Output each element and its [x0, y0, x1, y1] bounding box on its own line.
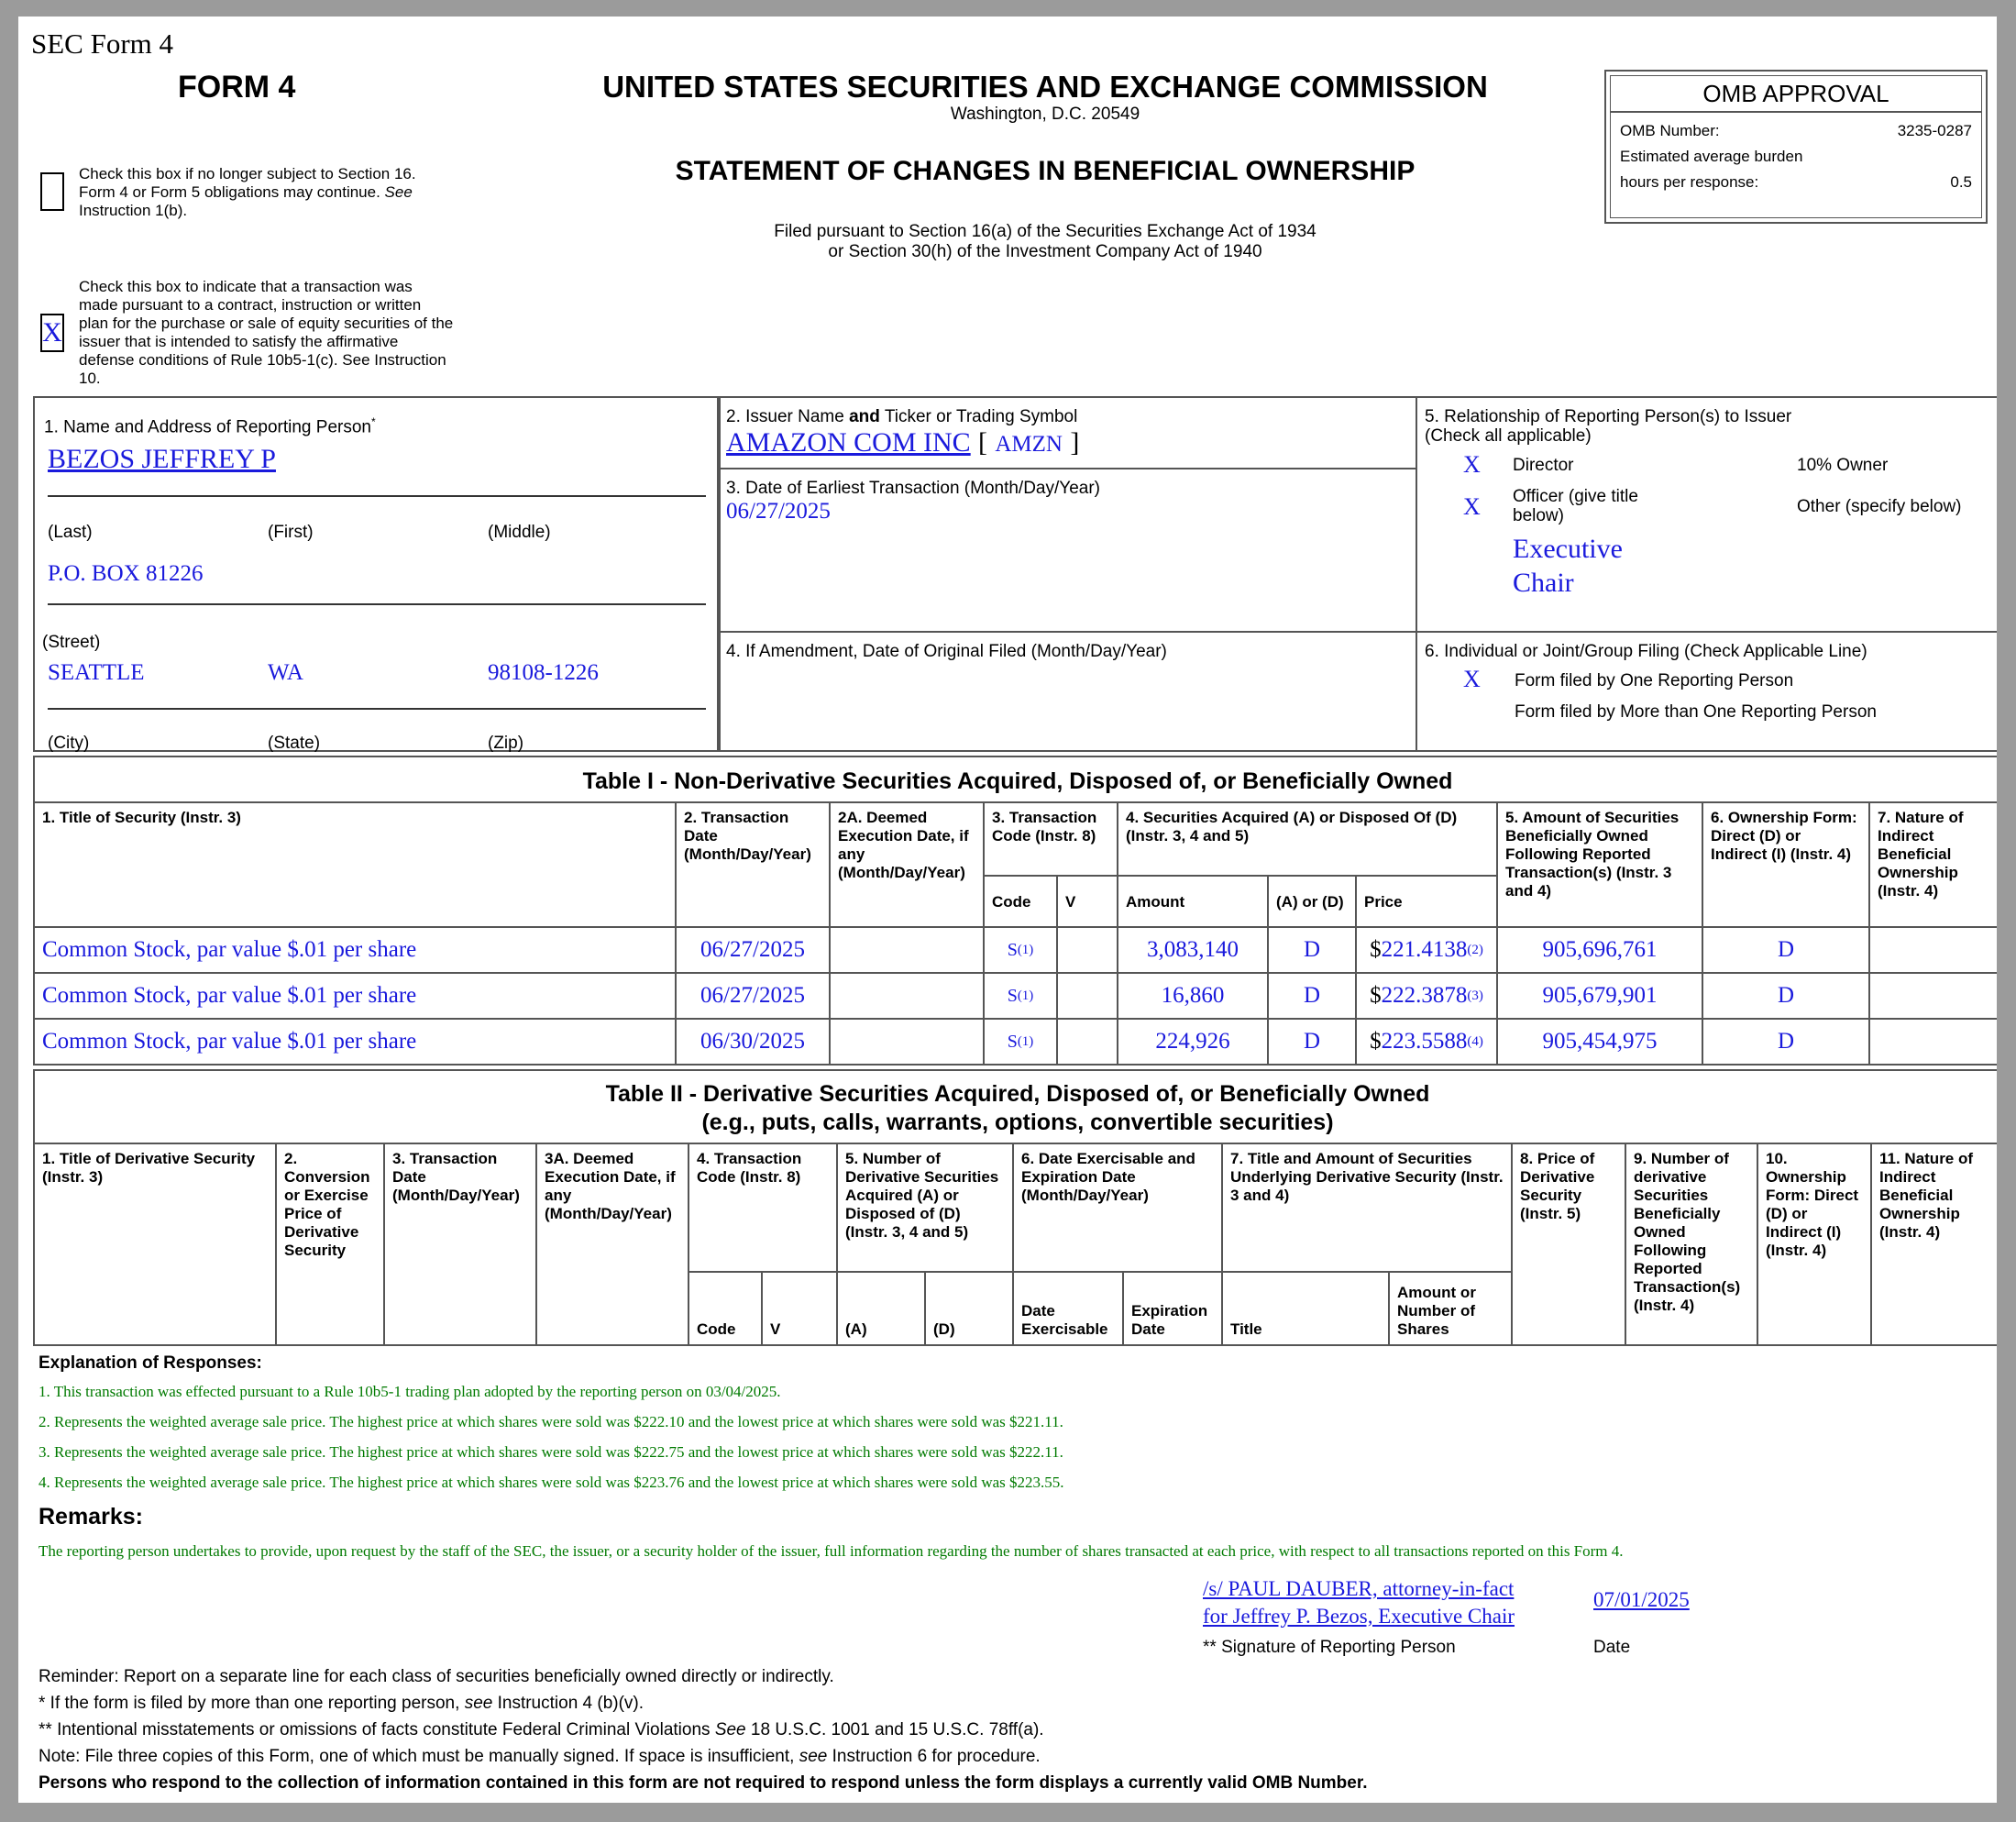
page-label: SEC Form 4 — [31, 28, 174, 60]
t1-r2-v — [1056, 972, 1118, 1020]
omb-hours-value: 0.5 — [1950, 173, 1972, 191]
earliest-transaction-label: 3. Date of Earliest Transaction (Month/Day/Year) — [726, 479, 1100, 498]
t1-r2-owned: 905,679,901 — [1496, 972, 1703, 1020]
t1-h-date: 2. Transaction Date (Month/Day/Year) — [675, 801, 831, 928]
city-label: (City) — [48, 734, 90, 753]
t2-h-d: (D) — [924, 1271, 1014, 1346]
omb-approval-box — [1604, 70, 1988, 224]
t1-r2-code: S (1) — [983, 972, 1058, 1020]
t1-r2-form: D — [1702, 972, 1870, 1020]
rule10b5-checkbox[interactable]: X — [40, 314, 64, 352]
t2-h-conversion: 2. Conversion or Exercise Price of Derivative Security — [275, 1143, 385, 1346]
rule10b5-checkbox-label: Check this box to indicate that a transaction was made pursuant to a contract, instruction or written plan for the purchase or sale of equity securities of the issuer that is intended to satisfy the affirmative defense conditions of Rule 10b5-1(c). See Instruction 10. — [79, 278, 454, 387]
t1-h-owned: 5. Amount of Securities Beneficially Owned Following Reported Transaction(s) (Instr. 3 and 4) — [1496, 801, 1703, 928]
t1-r3-price: $ 223.5588 (4) — [1355, 1018, 1498, 1066]
persons-notice: Persons who respond to the collection of information contained in this form are not required to respond unless the form displays a currently valid OMB Number. — [39, 1773, 1368, 1793]
footnote-2: 2. Represents the weighted average sale price. The highest price at which shares were sold was $222.10 and the lowest price at which shares were sold was $221.11. — [39, 1413, 1063, 1430]
omb-burden-label: Estimated average burden — [1620, 148, 1803, 165]
t1-r3-amount: 224,926 — [1117, 1018, 1269, 1066]
statement-title: STATEMENT OF CHANGES IN BENEFICIAL OWNERSHIP — [675, 156, 1416, 186]
t1-r1-owned: 905,696,761 — [1496, 926, 1703, 974]
table2-title — [35, 1080, 1997, 1137]
t1-r3-title: Common Stock, par value $.01 per share — [33, 1018, 677, 1066]
amendment-label: 4. If Amendment, Date of Original Filed (Month/Day/Year) — [726, 642, 1167, 661]
omb-title: OMB APPROVAL — [1611, 76, 1981, 113]
t2-h-form: 10. Ownership Form: Direct (D) or Indirect (I) (Instr. 4) — [1757, 1143, 1872, 1346]
ticker-bracket-open: [ — [978, 427, 988, 458]
t1-r2-amount: 16,860 — [1117, 972, 1269, 1020]
remarks-heading: Remarks: — [39, 1504, 143, 1529]
section16-see: See — [384, 183, 413, 201]
section16-text: Check this box if no longer subject to Section 16. Form 4 or Form 5 obligations may continue. — [79, 165, 416, 201]
earliest-transaction-box — [717, 468, 1417, 633]
note-text: Note: File three copies of this Form, one of which must be manually signed. If space is insufficient, see Instruction 6 for procedure. — [39, 1747, 1041, 1766]
zip-value: 98108-1226 — [488, 660, 599, 685]
t2-h-amount: Amount or Number of Shares — [1388, 1271, 1513, 1346]
t1-r3-v — [1056, 1018, 1118, 1066]
t2-h-deemed: 3A. Deemed Execution Date, if any (Month/Day/Year) — [535, 1143, 689, 1346]
t1-h-v: V — [1056, 875, 1118, 928]
t2-h-code-sub: Code — [688, 1271, 763, 1346]
table1-title: Table I - Non-Derivative Securities Acquired, Disposed of, or Beneficially Owned — [582, 768, 1453, 794]
table2-title-line-1: Table II - Derivative Securities Acquired, Disposed of, or Beneficially Owned — [605, 1081, 1430, 1107]
reporting-person-name-link[interactable]: BEZOS JEFFREY P — [48, 444, 276, 474]
t1-r1-form: D — [1702, 926, 1870, 974]
section16-instr: Instruction 1(b). — [79, 202, 188, 219]
zip-label: (Zip) — [488, 734, 524, 753]
t2-h-owned: 9. Number of derivative Securities Beneficially Owned Following Reported Transaction(s) (Instr. 4) — [1625, 1143, 1758, 1346]
ticker-symbol: AMZN — [995, 432, 1063, 457]
t2-h-underlying: 7. Title and Amount of Securities Underlying Derivative Security (Instr. 3 and 4) — [1221, 1143, 1513, 1273]
t2-h-v: V — [761, 1271, 838, 1346]
other-label: Other (specify below) — [1797, 497, 1962, 516]
explanation-heading: Explanation of Responses: — [39, 1353, 262, 1373]
t1-h-code: 3. Transaction Code (Instr. 8) — [983, 801, 1118, 877]
t1-r2-aord: D — [1267, 972, 1357, 1020]
relationship-label-2: (Check all applicable) — [1425, 426, 1592, 446]
state-label: (State) — [268, 734, 321, 753]
city-value: SEATTLE — [48, 660, 145, 685]
t1-h-acquired: 4. Securities Acquired (A) or Disposed Of (D) (Instr. 3, 4 and 5) — [1117, 801, 1498, 877]
t1-r1-deemed — [829, 926, 985, 974]
t2-h-date-ex: Date Exercisable — [1012, 1271, 1124, 1346]
signature-label: ** Signature of Reporting Person — [1203, 1638, 1456, 1657]
t2-h-title-sub: Title — [1221, 1271, 1390, 1346]
t1-r3-form: D — [1702, 1018, 1870, 1066]
signature-block — [1203, 1575, 1515, 1630]
t1-h-deemed: 2A. Deemed Execution Date, if any (Month/Day/Year) — [829, 801, 985, 928]
director-check[interactable]: X — [1463, 451, 1481, 478]
t1-h-price: Price — [1355, 875, 1498, 928]
t1-h-aord: (A) or (D) — [1267, 875, 1357, 928]
signature-line-1-link[interactable]: /s/ PAUL DAUBER, attorney-in-fact — [1203, 1577, 1515, 1600]
one-person-label: Form filed by One Reporting Person — [1515, 671, 1794, 690]
t1-r3-code: S (1) — [983, 1018, 1058, 1066]
issuer-box — [717, 396, 1417, 469]
last-label: (Last) — [48, 523, 93, 542]
t1-r2-date: 06/27/2025 — [675, 972, 831, 1020]
signature-line-2-link[interactable]: for Jeffrey P. Bezos, Executive Chair — [1203, 1605, 1515, 1628]
agency-title: UNITED STATES SECURITIES AND EXCHANGE COMMISSION — [602, 70, 1488, 104]
t1-r1-v — [1056, 926, 1118, 974]
t2-h-date: 3. Transaction Date (Month/Day/Year) — [383, 1143, 537, 1346]
t2-h-nature: 11. Nature of Indirect Beneficial Ownership (Instr. 4) — [1870, 1143, 1997, 1346]
star-note: * If the form is filed by more than one reporting person, see Instruction 4 (b)(v). — [39, 1694, 644, 1713]
t1-h-amount: Amount — [1117, 875, 1269, 928]
section16-checkbox[interactable] — [40, 172, 64, 211]
t2-h-exp-date: Expiration Date — [1122, 1271, 1223, 1346]
filing-label: 6. Individual or Joint/Group Filing (Check Applicable Line) — [1425, 642, 1867, 661]
table2-title-cell — [33, 1069, 1997, 1144]
footnote-1: 1. This transaction was effected pursuant to a Rule 10b5-1 trading plan adopted by the reporting person on 03/04/2025. — [39, 1383, 781, 1400]
t2-h-exercisable: 6. Date Exercisable and Expiration Date (Month/Day/Year) — [1012, 1143, 1223, 1273]
t1-r2-title: Common Stock, par value $.01 per share — [33, 972, 677, 1020]
omb-hours-label: hours per response: — [1620, 173, 1759, 191]
remarks-text: The reporting person undertakes to provide, upon request by the staff of the SEC, the issuer, or a security holder of the issuer, full information regarding the number of shares transacted at each price, with respect to all transactions reported on this Form 4. — [39, 1542, 1624, 1560]
more-persons-label: Form filed by More than One Reporting Person — [1515, 702, 1877, 722]
street-label: (Street) — [42, 633, 101, 652]
one-person-check[interactable]: X — [1463, 666, 1481, 692]
table2-title-line-2: (e.g., puts, calls, warrants, options, convertible securities) — [701, 1110, 1334, 1135]
officer-label: Officer (give title below) — [1513, 487, 1638, 525]
filing-box — [1416, 631, 1997, 752]
t1-r3-aord: D — [1267, 1018, 1357, 1066]
t1-r1-amount: 3,083,140 — [1117, 926, 1269, 974]
state-value: WA — [268, 660, 303, 685]
t1-r1-price: $ 221.4138 (2) — [1355, 926, 1498, 974]
t1-r1-code: S (1) — [983, 926, 1058, 974]
section16-checkbox-label — [79, 165, 455, 220]
t2-h-price: 8. Price of Derivative Security (Instr. 5) — [1511, 1143, 1626, 1346]
t1-r3-date: 06/30/2025 — [675, 1018, 831, 1066]
t2-h-code: 4. Transaction Code (Instr. 8) — [688, 1143, 838, 1273]
t1-r2-nature — [1868, 972, 1997, 1020]
t1-r1-aord: D — [1267, 926, 1357, 974]
signature-date-link[interactable]: 07/01/2025 — [1593, 1588, 1690, 1611]
double-star-note: ** Intentional misstatements or omissions of facts constitute Federal Criminal Violations See 18 U.S.C. 1001 and 15 U.S.C. 78ff(a). — [39, 1720, 1044, 1739]
reporting-person-box — [33, 396, 721, 752]
t1-h-title: 1. Title of Security (Instr. 3) — [33, 801, 677, 928]
omb-hours-row — [1620, 173, 1972, 192]
t1-r1-title: Common Stock, par value $.01 per share — [33, 926, 677, 974]
relationship-label-1: 5. Relationship of Reporting Person(s) to Issuer — [1425, 407, 1792, 426]
first-label: (First) — [268, 523, 314, 542]
footnote-3: 3. Represents the weighted average sale price. The highest price at which shares were sold was $222.75 and the lowest price at which shares were sold was $222.11. — [39, 1443, 1063, 1461]
t2-h-number: 5. Number of Derivative Securities Acquired (A) or Disposed of (D) (Instr. 3, 4 and 5) — [836, 1143, 1014, 1273]
omb-number-value: 3235-0287 — [1897, 122, 1972, 139]
omb-number-label: OMB Number: — [1620, 122, 1720, 139]
amendment-box — [717, 631, 1417, 752]
reminder-text: Reminder: Report on a separate line for each class of securities beneficially owned directly or indirectly. — [39, 1667, 834, 1686]
middle-label: (Middle) — [488, 523, 551, 542]
earliest-transaction-date: 06/27/2025 — [726, 499, 831, 524]
ten-pct-owner-label: 10% Owner — [1797, 456, 1889, 475]
t2-h-title: 1. Title of Derivative Security (Instr. 3) — [33, 1143, 277, 1346]
agency-location: Washington, D.C. 20549 — [950, 105, 1140, 124]
t2-h-a: (A) — [836, 1271, 926, 1346]
relationship-box — [1416, 396, 1997, 633]
omb-burden-row — [1620, 148, 1972, 166]
t1-r1-nature — [1868, 926, 1997, 974]
t1-r3-owned: 905,454,975 — [1496, 1018, 1703, 1066]
omb-number-row — [1620, 122, 1972, 140]
street-value: P.O. BOX 81226 — [48, 561, 204, 586]
t1-r2-deemed — [829, 972, 985, 1020]
t1-r3-deemed — [829, 1018, 985, 1066]
officer-check[interactable]: X — [1463, 493, 1481, 520]
issuer-label: 2. Issuer Name and Ticker or Trading Symbol — [726, 407, 1078, 426]
filed-line-2: or Section 30(h) of the Investment Company Act of 1940 — [828, 242, 1262, 261]
t1-r3-nature — [1868, 1018, 1997, 1066]
footnote-4: 4. Represents the weighted average sale price. The highest price at which shares were sold was $223.76 and the lowest price at which shares were sold was $223.55. — [39, 1474, 1064, 1491]
t1-h-form: 6. Ownership Form: Direct (D) or Indirect (I) (Instr. 4) — [1702, 801, 1870, 928]
reporting-person-label: 1. Name and Address of Reporting Person* — [44, 415, 376, 437]
officer-title: Executive Chair — [1513, 534, 1623, 598]
director-label: Director — [1513, 456, 1574, 475]
table1-title-cell — [33, 756, 1997, 803]
form-page — [18, 17, 1997, 1803]
t1-r1-date: 06/27/2025 — [675, 926, 831, 974]
t1-r2-price: $ 222.3878 (3) — [1355, 972, 1498, 1020]
issuer-value — [726, 427, 1079, 458]
date-label: Date — [1593, 1638, 1631, 1657]
ticker-bracket-close: ] — [1070, 427, 1080, 458]
form-title: FORM 4 — [178, 70, 296, 105]
filed-pursuant — [559, 222, 1531, 262]
filed-line-1: Filed pursuant to Section 16(a) of the Securities Exchange Act of 1934 — [774, 222, 1316, 241]
issuer-name-link[interactable]: AMAZON COM INC — [726, 427, 971, 458]
t1-h-code-sub: Code — [983, 875, 1058, 928]
t1-h-nature: 7. Nature of Indirect Beneficial Ownership (Instr. 4) — [1868, 801, 1997, 928]
